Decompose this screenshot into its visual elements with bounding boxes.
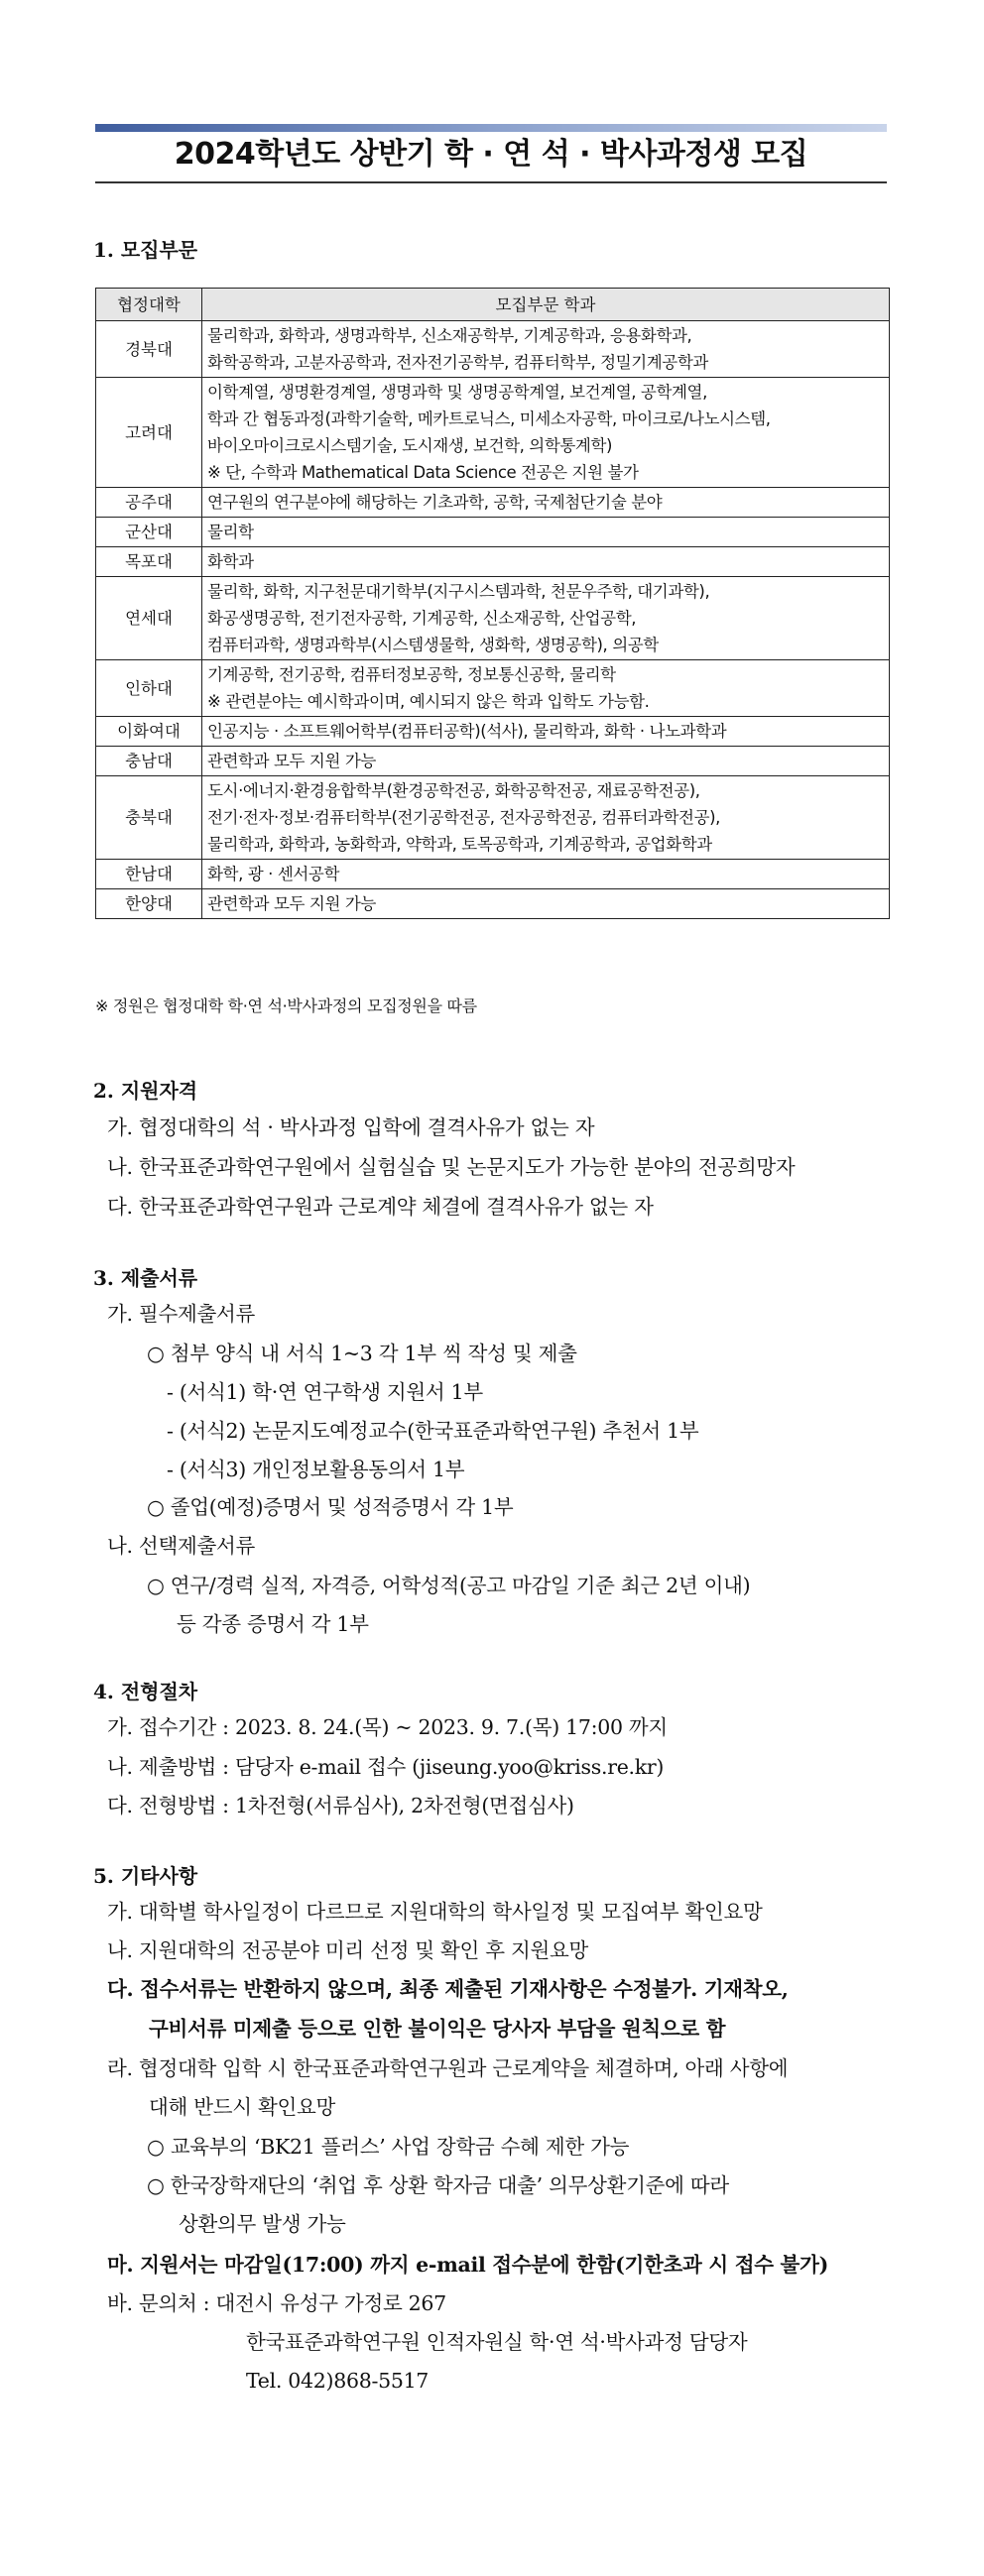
misc-item-bold: 다. 접수서류는 반환하지 않으며, 최종 제출된 기재사항은 수정불가. 기재착오,: [107, 1977, 789, 2001]
dept-cell: [202, 776, 890, 860]
misc-item-bold: 마. 지원서는 마감일(17:00) 까지 e-mail 접수분에 한함(기한초과 시 접수 불가): [107, 2253, 828, 2277]
section1-note: ※ 정원은 협정대학 학·연 석·박사과정의 모집정원을 따름: [95, 996, 477, 1015]
table-row: [96, 889, 890, 919]
misc-item: 나. 지원대학의 전공분야 미리 선정 및 확인 후 지원요망: [107, 1938, 589, 1962]
optional-docs-label: 나. 선택제출서류: [107, 1534, 255, 1558]
dept-line: 관련학과 모두 지원 가능: [207, 752, 376, 770]
dept-line: 화학과: [207, 552, 254, 571]
table-row: [96, 860, 890, 889]
contact-phone: Tel. 042)868-5517: [246, 2369, 430, 2393]
required-form-item: - (서식1) 학·연 연구학생 지원서 1부: [167, 1380, 483, 1404]
title-block: [95, 124, 887, 183]
section4-heading: 4. 전형절차: [93, 1680, 198, 1703]
dept-line: 전기·전자·정보·컴퓨터학부(전기공학전공, 전자공학전공, 컴퓨터과학전공),: [207, 808, 721, 827]
table-row: [96, 547, 890, 577]
dept-line: 이학계열, 생명환경계열, 생명과학 및 생명공학계열, 보건계열, 공학계열,: [207, 383, 707, 402]
univ-cell: 인하대: [96, 660, 202, 717]
misc-sub-item: ○ 한국장학재단의 ‘취업 후 상환 학자금 대출’ 의무상환기준에 따라: [147, 2173, 729, 2197]
dept-line: 컴퓨터과학, 생명과학부(시스템생물학, 생화학, 생명공학), 의공학: [207, 636, 659, 654]
dept-line: ※ 단, 수학과 Mathematical Data Science 전공은 지원 불가: [207, 463, 639, 482]
qualification-item: 다. 한국표준과학연구원과 근로계약 체결에 결격사유가 없는 자: [107, 1195, 654, 1219]
dept-line: 학과 간 협동과정(과학기술학, 메카트로닉스, 미세소자공학, 마이크로/나노시스템,: [207, 410, 771, 428]
optional-doc-item-cont: 등 각종 증명서 각 1부: [177, 1612, 369, 1636]
misc-item: 라. 협정대학 입학 시 한국표준과학연구원과 근로계약을 체결하며, 아래 사항에: [107, 2056, 789, 2080]
univ-cell: 군산대: [96, 518, 202, 547]
section2-heading: 2. 지원자격: [93, 1079, 198, 1103]
dept-cell: [202, 747, 890, 776]
dept-cell: [202, 321, 890, 378]
dept-line: 바이오마이크로시스템기술, 도시재생, 보건학, 의학통계학): [207, 436, 613, 455]
dept-line: 인공지능 · 소프트웨어학부(컴퓨터공학)(석사), 물리학과, 화학 · 나노과학과: [207, 722, 727, 741]
dept-cell: [202, 488, 890, 518]
dept-line: 관련학과 모두 지원 가능: [207, 894, 376, 913]
dept-cell: [202, 889, 890, 919]
process-item: 가. 접수기간 : 2023. 8. 24.(목) ~ 2023. 9. 7.(목) 17:00 까지: [107, 1715, 668, 1739]
dept-line: 연구원의 연구분야에 해당하는 기초과학, 공학, 국제첨단기술 분야: [207, 493, 663, 512]
dept-cell: [202, 860, 890, 889]
univ-cell: 공주대: [96, 488, 202, 518]
univ-cell: 충남대: [96, 747, 202, 776]
dept-line: 물리학과, 화학과, 농화학과, 약학과, 토목공학과, 기계공학과, 공업화학과: [207, 835, 712, 854]
table-row: [96, 488, 890, 518]
required-doc-item: ○ 첨부 양식 내 서식 1~3 각 1부 씩 작성 및 제출: [147, 1342, 577, 1365]
dept-line: 기계공학, 전기공학, 컴퓨터정보공학, 정보통신공학, 물리학: [207, 665, 616, 684]
table-row: [96, 717, 890, 747]
section1-heading: 1. 모집부문: [93, 238, 198, 262]
title-top-bar: [95, 124, 887, 132]
dept-line: 물리학: [207, 523, 254, 541]
qualification-item: 나. 한국표준과학연구원에서 실험실습 및 논문지도가 가능한 분야의 전공희망자: [107, 1155, 796, 1179]
dept-cell: [202, 660, 890, 717]
univ-cell: 이화여대: [96, 717, 202, 747]
required-docs-label: 가. 필수제출서류: [107, 1302, 255, 1326]
dept-cell: [202, 518, 890, 547]
required-form-item: - (서식3) 개인정보활용동의서 1부: [167, 1458, 465, 1481]
table-row: [96, 321, 890, 378]
table-row: [96, 776, 890, 860]
univ-cell: 한양대: [96, 889, 202, 919]
misc-item-cont: 대해 반드시 확인요망: [149, 2095, 335, 2119]
univ-cell: 목포대: [96, 547, 202, 577]
title-bottom-rule: [95, 181, 887, 183]
dept-cell: [202, 577, 890, 660]
table-row: [96, 518, 890, 547]
table-row: [96, 660, 890, 717]
misc-item-bold-cont: 구비서류 미제출 등으로 인한 불이익은 당사자 부담을 원칙으로 함: [149, 2017, 726, 2041]
dept-cell: [202, 378, 890, 488]
section3-heading: 3. 제출서류: [93, 1266, 198, 1290]
process-item: 나. 제출방법 : 담당자 e-mail 접수 (jiseung.yoo@kriss.re.kr): [107, 1755, 665, 1779]
univ-cell: 경북대: [96, 321, 202, 378]
univ-cell: 충북대: [96, 776, 202, 860]
dept-cell: [202, 547, 890, 577]
dept-cell: [202, 717, 890, 747]
optional-doc-item: ○ 연구/경력 실적, 자격증, 어학성적(공고 마감일 기준 최근 2년 이내): [147, 1574, 751, 1597]
col-header-dept: 모집부문 학과: [202, 289, 890, 321]
contact-label: 바. 문의처 : 대전시 유성구 가정로 267: [107, 2291, 446, 2315]
section5-heading: 5. 기타사항: [93, 1864, 198, 1888]
table-row: [96, 577, 890, 660]
dept-line: 물리학과, 화학과, 생명과학부, 신소재공학부, 기계공학과, 응용화학과,: [207, 326, 692, 345]
table-body: [96, 321, 890, 919]
page-title: 2024학년도 상반기 학 · 연 석 · 박사과정생 모집: [174, 137, 808, 172]
table-row: [96, 378, 890, 488]
col-header-univ: 협정대학: [96, 289, 202, 321]
dept-line: ※ 관련분야는 예시학과이며, 예시되지 않은 학과 입학도 가능함.: [207, 692, 650, 711]
required-doc-item: ○ 졸업(예정)증명서 및 성적증명서 각 1부: [147, 1495, 514, 1519]
dept-line: 화학공학과, 고분자공학과, 전자전기공학부, 컴퓨터학부, 정밀기계공학과: [207, 353, 708, 372]
recruit-table: [95, 288, 890, 919]
required-form-item: - (서식2) 논문지도예정교수(한국표준과학연구원) 추천서 1부: [167, 1419, 699, 1443]
misc-sub-item-cont: 상환의무 발생 가능: [179, 2212, 346, 2236]
dept-line: 도시·에너지·환경융합학부(환경공학전공, 화학공학전공, 재료공학전공),: [207, 781, 700, 800]
contact-dept: 한국표준과학연구원 인적자원실 학·연 석·박사과정 담당자: [246, 2330, 748, 2354]
univ-cell: 고려대: [96, 378, 202, 488]
dept-line: 화공생명공학, 전기전자공학, 기계공학, 신소재공학, 산업공학,: [207, 609, 637, 628]
process-item: 다. 전형방법 : 1차전형(서류심사), 2차전형(면접심사): [107, 1794, 574, 1817]
qualification-item: 가. 협정대학의 석 · 박사과정 입학에 결격사유가 없는 자: [107, 1115, 595, 1139]
univ-cell: 연세대: [96, 577, 202, 660]
table-header-row: [96, 289, 890, 321]
dept-line: 화학, 광 · 센서공학: [207, 865, 339, 883]
table-row: [96, 747, 890, 776]
dept-line: 물리학, 화학, 지구천문대기학부(지구시스템과학, 천문우주학, 대기과학),: [207, 582, 710, 601]
univ-cell: 한남대: [96, 860, 202, 889]
misc-item: 가. 대학별 학사일정이 다르므로 지원대학의 학사일정 및 모집여부 확인요망: [107, 1900, 763, 1924]
misc-sub-item: ○ 교육부의 ‘BK21 플러스’ 사업 장학금 수혜 제한 가능: [147, 2135, 630, 2159]
